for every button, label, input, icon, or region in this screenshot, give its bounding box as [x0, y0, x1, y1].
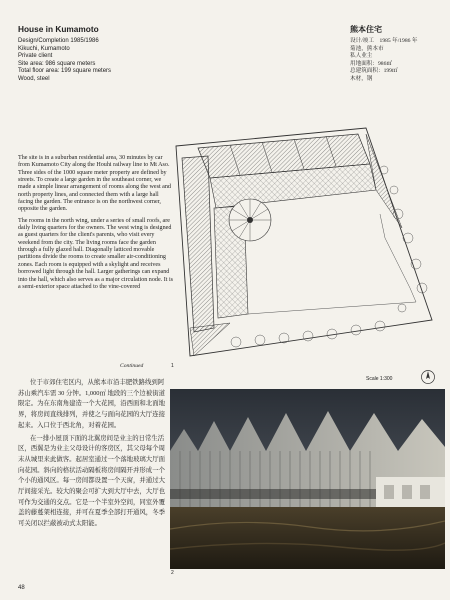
spec-site-area-cn: 用地面积：986㎡: [350, 60, 392, 67]
figure-number-plan: 1: [171, 363, 174, 369]
spec-design-completion: Design/Completion 1985/1986: [18, 38, 99, 44]
spec-client-cn: 私人业主: [350, 53, 373, 60]
paragraph-cn: 在一排小屋顶下面的北翼房间是业主的日常生活区，西翼是为业主父母设计的客房区，其父母每个周末从城里来此做客。起居室通过一个落地玻璃大厅面向花园。斜向的格状活动隔板将房间隔开并形成一个个小的通风区。每一房间都设置一个天窗，并通过大厅间接采光。较大的聚会可扩大到大厅中去，大厅也可作为交通的交点。它是一个半室外空间，同室外覆盖的藤蔓架相连接，并可在夏季全部打开通风，冬季可关闭以拦蔽被动式太阳能。: [18, 434, 165, 528]
scale-label: Scale 1:300: [366, 376, 393, 382]
paragraph: The site is in a suburban residential area, 30 minutes by car from Kumamoto City along the Houhi railway line to Mt Aso. Three sides of the 1000 square meter property are defined by streets. To create a large garden in the southeast corner, we made a simple linear arrangement of rooms along the west and north property lines, and connected them with a large hall facing the garden. The entrance is on the northwest corner, opposite the garden.: [18, 155, 171, 213]
spec-floor-area-cn: 总建筑面积：199㎡: [350, 68, 398, 75]
building-photograph: [170, 389, 445, 569]
project-specs-cn: [350, 24, 446, 84]
site-plan-drawing: [170, 118, 445, 368]
continued-note: Continued: [120, 363, 144, 369]
paragraph: The rooms in the north wing, under a series of small roofs, are daily living quarters for the owners. The west wing is designed as guest quarters for the client's parents, who visit every weekend from the city. The living rooms face the garden through a fully glazed hall. Diagonally latticed movable partitions divide the rooms to create smaller air-conditioning zones. Each room is equipped with a skylight and receives borrowed light through the hall. Larger gatherings can expand into the hall, which also serves as a major circulation node. It is a semi-exterior space attached to the vine-covered: [18, 217, 174, 290]
project-title: House in Kumamoto: [18, 24, 99, 34]
spec-client: Private client: [18, 53, 53, 60]
spec-materials: Wood, steel: [18, 75, 50, 82]
spec-design-completion-cn: 设计/竣工 1985 年/1986 年: [350, 38, 418, 44]
spec-site-area: Site area: 986 square meters: [18, 60, 96, 67]
garden-edge: [248, 214, 416, 314]
paragraph-cn: 位于市郊住宅区内，从熊本市沿丰肥铁路线到阿苏山乘汽车需 30 分钟。1,000㎡ 地段的三个边被街道限定。为在东南角建造一个大花园，沿西面和北面地界，将房间直线排列，并使之与面向花园的大厅连接起来。入口位于西北角，对着花园。: [18, 379, 165, 429]
body-text-cn: [18, 378, 168, 532]
spec-location-cn: 菊池，熊本市: [350, 45, 384, 52]
project-specs-en: [18, 24, 188, 84]
body-text-en: [18, 155, 173, 295]
north-arrow-icon: [420, 369, 436, 385]
spec-floor-area: Total floor area: 199 square meters: [18, 68, 112, 75]
project-title-cn: 熊本住宅: [350, 25, 382, 34]
ground: [170, 507, 445, 569]
figure-number-photo: 2: [171, 570, 174, 576]
spec-location: Kikuchi, Kumamoto: [18, 45, 70, 52]
spiral-stair: [229, 199, 271, 241]
page-number: 48: [18, 585, 25, 591]
spec-materials-cn: 木材，钢: [350, 75, 373, 82]
